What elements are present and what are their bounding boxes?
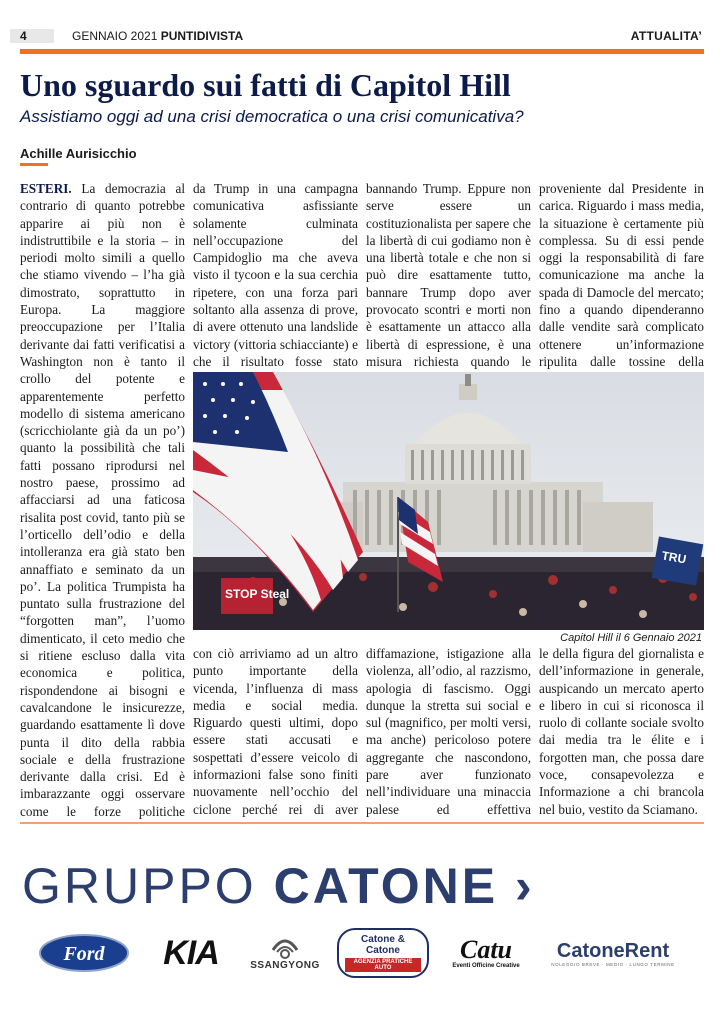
article-title: Uno sguardo sui fatti di Capitol Hill: [20, 67, 511, 103]
brand-light-text: GRUPPO: [22, 858, 257, 914]
article-column-1: [20, 180, 185, 820]
catone-catone-subtext: AGENZIA PRATICHE AUTO: [345, 958, 421, 972]
trump-banner: [652, 536, 704, 585]
catu-logo-subtext: Eventi Officine Creative: [452, 963, 520, 969]
catonerent-logo: [538, 928, 688, 978]
article-column-4-top: proveniente dal Presidente in carica. Riguardo i mass media, la situazione è certamente più complessa. Su di essi pende oggi la responsabilità di fare comunicazione ma anche la spada di Damocle del mercato; fino a quando dipenderanno dalle vendite sarà complicato ottenere un’informazione ripulita dalle tossine della: [539, 181, 704, 369]
header-divider: [20, 49, 704, 54]
catone-catone-text: Catone & Catone: [361, 934, 405, 956]
gruppo-catone-banner: [22, 856, 704, 916]
advert-divider: [20, 822, 704, 824]
section-label: ATTUALITA’: [630, 29, 702, 43]
ssangyong-logo-text: SSANGYONG: [250, 959, 320, 971]
ssangyong-emblem-icon: [270, 936, 300, 960]
article-subtitle: Assistiamo oggi ad una crisi democratica o una crisi comunicativa?: [20, 107, 524, 126]
issue-date: GENNAIO 2021: [72, 29, 158, 43]
column-1-text: La democrazia al contrario di quanto potrebbe apparire ai più non è indistruttibile e la storia – in periodi molto simili a quello che stiamo vivendo – l’ha già dimostrato, soprattutto in Europa. La maggiore preoccupazione per l’Italia derivante dai fatti verificatisi a Washington non è tanto il crollo del potente e apparentemente perfetto modello di sistema americano (scricchiolante già da un po’) quanto la possibilità che tali fatti possano riprodursi nel nostro paese, prossimo ad affacciarsi ad una faticosa risalita post covid, tanto più se l’orticello dell’odio e della intolleranza era già stato ben annaffiato e seminato da un po’. La politica Trumpista ha puntato sulla frustrazione del “forgotten man”, l’uomo dimenticato, il ceto medio che si ritiene escluso dalla vita economica e politica, rispondendone ai bisogni e cavalcandone le insicurezze, guardando esattamente lì dove punta il dito della rabbia sociale e della frustrazione derivante dalla crisi. Ed è imbarazzante oggi osservare come le forze politiche: [20, 181, 185, 819]
kia-logo: KIA: [163, 933, 219, 972]
catu-logo: [440, 928, 532, 978]
article-column-3-top: bannando Trump. Eppure non serve essere un costituzionalista per sapere che la libertà di cui godiamo non è una libertà totale e che non si può dire esattamente tutto, bannare Trump dopo aver provocato scontri e morti non è esattamente un attacco alla libertà di espressione, è una misura richiesta quando le: [366, 181, 531, 369]
trump-banner-text: TRU: [660, 548, 688, 567]
stop-steal-text: STOP Steal: [225, 587, 290, 601]
brand-bold-text: CATONE: [273, 858, 499, 914]
article-column-2-top: da Trump in una campagna comunicativa asfissiante solamente culminata nell’occupazione del Campidoglio ma che aveva visto il tycoon e la sua cerchia ripetere, con una forza pari soltanto alla assenza di prove, di avere ottenuto una landslide victory (vittoria schiacciante) e che il risultato fosse stato: [193, 181, 358, 369]
article-column-4-bottom: le della figura del giornalista e dell’informazione in generale, auspicando un mercato aperto e libero in cui si riconosca il ruolo di collante sociale svolto dai media tra le élite e i forgotten man, che possa dare voce, consapevolezza e Informazione a chi brancola nel buio, vestito da Sciamano.: [539, 646, 704, 817]
catu-logo-text: Catu: [459, 935, 513, 964]
photo-caption: Capitol Hill il 6 Gennaio 2021: [560, 632, 702, 644]
publication-name: PUNTIDIVISTA: [160, 29, 244, 43]
ssangyong-logo: [245, 928, 325, 978]
article-author: Achille Aurisicchio: [20, 146, 137, 161]
chevron-right-icon: ›: [515, 858, 535, 914]
issue-info: [72, 29, 243, 43]
article-lead-word: ESTERI.: [20, 181, 72, 196]
catone-catone-logo: [331, 928, 435, 978]
catonerent-logo-text: CatoneRent: [556, 939, 670, 962]
catonerent-logo-subtext: NOLEGGIO BREVE · MEDIO · LUNGO TERMINE: [551, 961, 675, 967]
capitol-photo-illustration: [193, 372, 704, 630]
article-column-2-bottom: con ciò arriviamo ad un altro punto importante della vicenda, l’influenza di mass media e social media. Riguardo questi ultimi, dopo essere stati accusati e sospettati d’essere veicolo di informazioni false sono finiti nuovamente nell’occhio del ciclone perché rei di aver: [193, 646, 358, 817]
ford-logo: [38, 928, 130, 978]
article-column-3-bottom: diffamazione, istigazione alla violenza, all’odio, al razzismo, apologia di fascismo. Oggi dunque la stretta sui social e sul (magnifico, per molti versi, ma anche) pericoloso potere aggregante che nascondono, pare aver funzionato nell’individuare una minaccia palese ed effettiva: [366, 646, 531, 817]
ford-logo-text: Ford: [63, 943, 105, 965]
page-number: 4: [10, 29, 54, 43]
capitol-hill-photo: [193, 372, 704, 630]
author-underline: [20, 163, 48, 166]
